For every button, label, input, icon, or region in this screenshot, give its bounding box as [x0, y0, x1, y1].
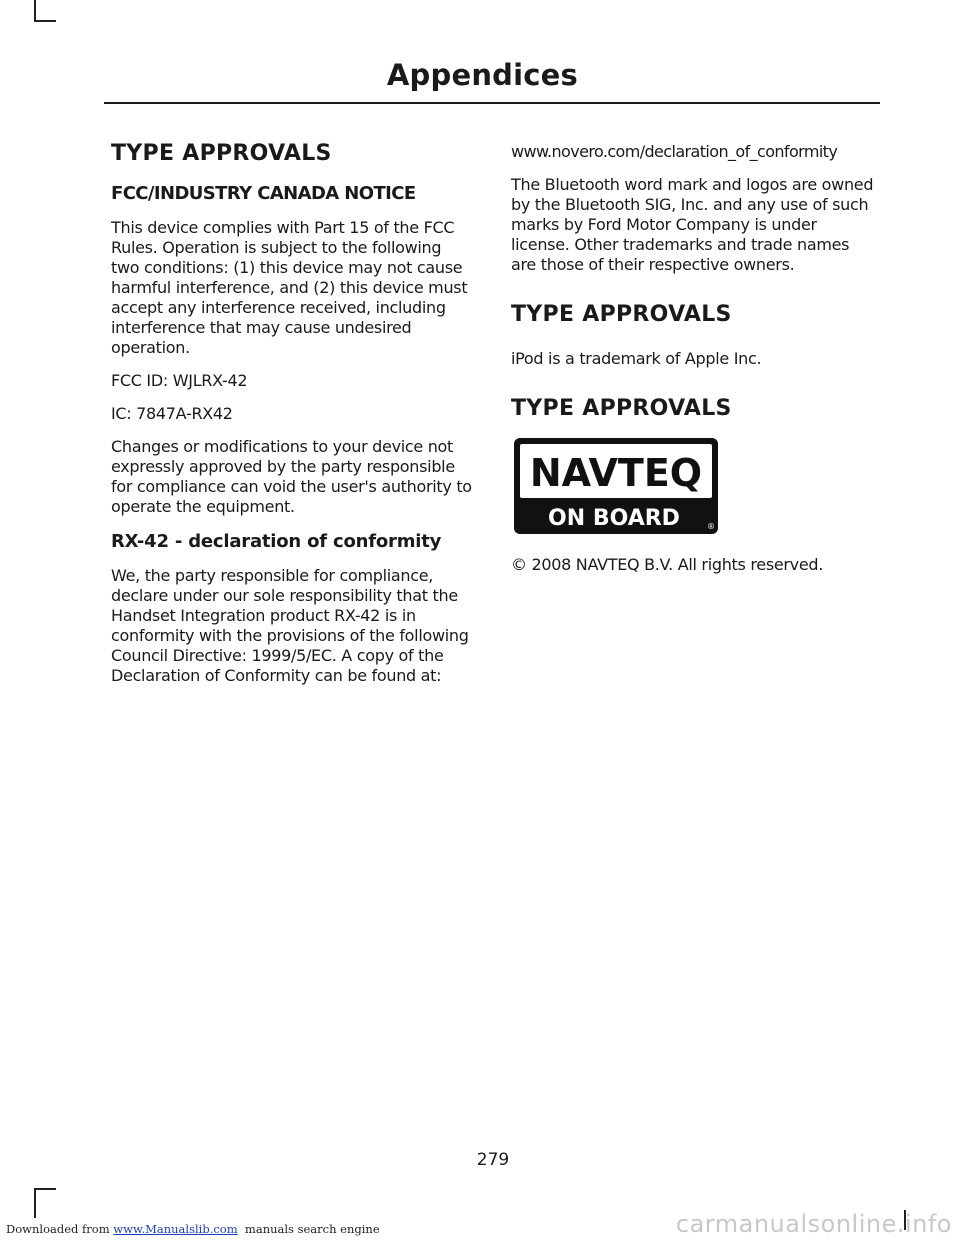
crop-mark-bottom-left-h: [34, 1188, 56, 1190]
on-board-text: ON BOARD: [548, 506, 680, 531]
footer-suffix: manuals search engine: [237, 1222, 380, 1236]
manualslib-link[interactable]: www.Manualslib.com: [113, 1222, 238, 1236]
registered-mark: ®: [707, 522, 715, 531]
navteq-copyright: © 2008 NAVTEQ B.V. All rights reserved.: [511, 555, 824, 574]
section-heading: TYPE APPROVALS: [111, 141, 332, 166]
footer-prefix: Downloaded from: [6, 1222, 114, 1236]
left-column: [111, 140, 474, 699]
declaration-url: www.novero.com/declaration_of_conformity: [511, 142, 838, 161]
download-footer: [6, 1222, 380, 1236]
fcc-id: FCC ID: WJLRX-42: [111, 371, 248, 390]
right-column: [511, 140, 876, 588]
fcc-compliance-paragraph: This device complies with Part 15 of the FCC Rules. Operation is subject to the following two conditions: (1) this device may not cause harmful interference, and (2) this device must accept any interference received, including interference that may cause undesired operation.: [111, 218, 468, 357]
crop-mark-top-left-v: [34, 0, 36, 22]
ipod-trademark-paragraph: iPod is a trademark of Apple Inc.: [511, 349, 762, 368]
ic-number: IC: 7847A-RX42: [111, 404, 233, 423]
crop-mark-top-left-h: [34, 20, 56, 22]
navteq-logo-text: NAVTEQ: [529, 451, 703, 495]
watermark-text: carmanualsonline.info: [675, 1210, 952, 1238]
navteq-logo-icon: [513, 437, 719, 535]
type-approvals-heading-3: TYPE APPROVALS: [511, 396, 732, 421]
page-number: 279: [476, 1150, 510, 1170]
crop-mark-bottom-left-v: [34, 1188, 36, 1218]
type-approvals-heading-2: TYPE APPROVALS: [511, 302, 732, 327]
modifications-paragraph: Changes or modifications to your device not expressly approved by the party responsible for compliance can void the user's authority to operate the equipment.: [111, 437, 472, 516]
bluetooth-trademark-paragraph: The Bluetooth word mark and logos are owned by the Bluetooth SIG, Inc. and any use of such marks by Ford Motor Company is under license. Other trademarks and trade names are those of their respective owners.: [511, 175, 874, 274]
header-rule: [104, 102, 880, 104]
fcc-notice-heading: FCC/INDUSTRY CANADA NOTICE: [111, 183, 416, 204]
page-header-title: Appendices: [386, 58, 578, 92]
declaration-heading: RX-42 - declaration of conformity: [111, 531, 442, 552]
declaration-paragraph: We, the party responsible for compliance, declare under our sole responsibility that the Handset Integration product RX-42 is in conformity with the provisions of the following Council Directive: 1999/5/EC. A copy of the Declaration of Conformity can be found at:: [111, 566, 469, 685]
